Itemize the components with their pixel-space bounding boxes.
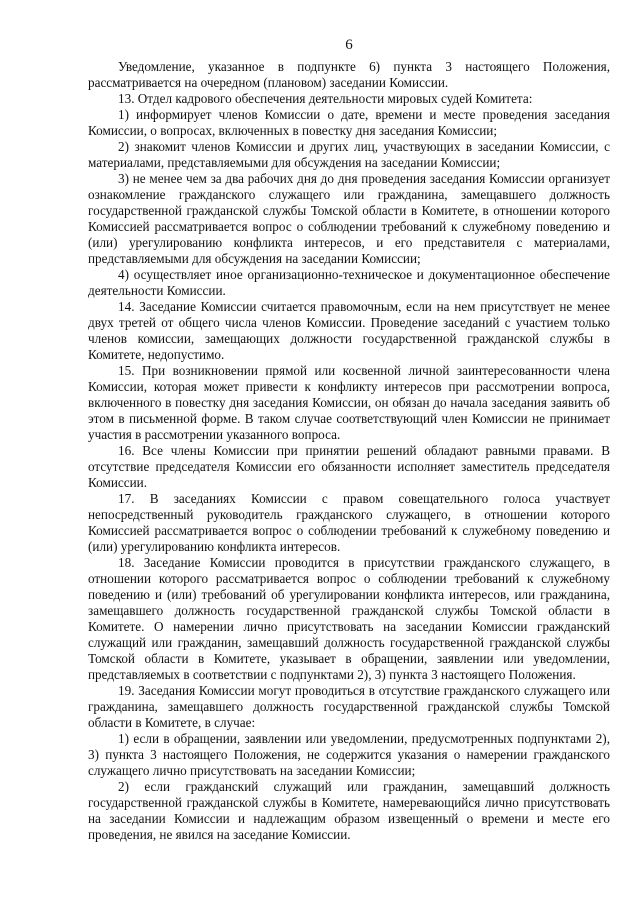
document-page xyxy=(88,36,610,843)
paragraph-14: 14. Заседание Комиссии считается правомочным, если на нем присутствует не менее двух третей от общего числа членов Комиссии. Проведение заседаний с участием только членов комиссии, замещающих должности государственной гражданской службы в Комитете, недопустимо. xyxy=(88,299,610,362)
paragraph-16: 16. Все члены Комиссии при принятии решений обладают равными правами. В отсутствие председателя Комиссии его обязанности исполняет заместитель председателя Комиссии. xyxy=(88,443,610,490)
paragraph-13-item-4: 4) осуществляет иное организационно-техническое и документационное обеспечение деятельности Комиссии. xyxy=(88,267,610,298)
paragraph-notice-consideration: Уведомление, указанное в подпункте 6) пункта 3 настоящего Положения, рассматривается на очередном (плановом) заседании Комиссии. xyxy=(88,59,610,90)
paragraph-13-heading: 13. Отдел кадрового обеспечения деятельности мировых судей Комитета: xyxy=(118,91,533,106)
paragraph-18: 18. Заседание Комиссии проводится в присутствии гражданского служащего, в отношении которого рассматривается вопрос о соблюдении требований к служебному поведению и (или) требований об урегулировании конфликта интересов, или гражданина, замещавшего должность государственной гражданской службы Томской области в Комитете. О намерении лично присутствовать на заседании Комиссии гражданский служащий или гражданин, замещавший должность государственной гражданской службы Томской области в Комитете, указывает в обращении, заявлении или уведомлении, представляемых в соответствии с подпунктами 2), 3) пункта 3 настоящего Положения. xyxy=(88,555,610,682)
paragraph-19-item-1: 1) если в обращении, заявлении или уведомлении, предусмотренных подпунктами 2), 3) пункта 3 настоящего Положения, не содержится указания о намерении гражданского служащего лично присутствовать на заседании Комиссии; xyxy=(88,731,610,778)
page-number: 6 xyxy=(345,37,353,53)
paragraph-19: 19. Заседания Комиссии могут проводиться в отсутствие гражданского служащего или гражданина, замещавшего должность государственной гражданской службы Томской области в Комитете, в случае: xyxy=(88,683,610,730)
paragraph-13-item-2: 2) знакомит членов Комиссии и других лиц, участвующих в заседании Комиссии, с материалами, представляемыми для обсуждения на заседании Комиссии; xyxy=(88,139,610,170)
paragraph-15: 15. При возникновении прямой или косвенной личной заинтересованности члена Комиссии, которая может привести к конфликту интересов при рассмотрении вопроса, включенного в повестку дня заседания Комиссии, он обязан до начала заседания заявить об этом в письменной форме. В таком случае соответствующий член Комиссии не принимает участия в рассмотрении указанного вопроса. xyxy=(88,363,610,442)
paragraph-13-item-3: 3) не менее чем за два рабочих дня до дня проведения заседания Комиссии организует ознакомление гражданского служащего или гражданина, замещавшего должность государственной гражданской службы Томской области в Комитете, в отношении которого Комиссией рассматривается вопрос о соблюдении требований к служебному поведению и (или) урегулированию конфликта интересов, и его представителя с материалами, представляемыми для обсуждения на заседании Комиссии; xyxy=(88,171,610,266)
paragraph-17: 17. В заседаниях Комиссии с правом совещательного голоса участвует непосредственный руководитель гражданского служащего, в отношении которого Комиссией рассматривается вопрос о соблюдении требований к служебному поведению и (или) урегулированию конфликта интересов. xyxy=(88,491,610,554)
paragraph-19-item-2: 2) если гражданский служащий или гражданин, замещавший должность государственной гражданской службы в Комитете, намеревающийся лично присутствовать на заседании Комиссии и надлежащим образом извещенный о времени и месте его проведения, не явился на заседание Комиссии. xyxy=(88,779,610,842)
paragraph-13-item-1: 1) информирует членов Комиссии о дате, времени и месте проведения заседания Комиссии, о вопросах, включенных в повестку дня заседания Комиссии; xyxy=(88,107,610,138)
